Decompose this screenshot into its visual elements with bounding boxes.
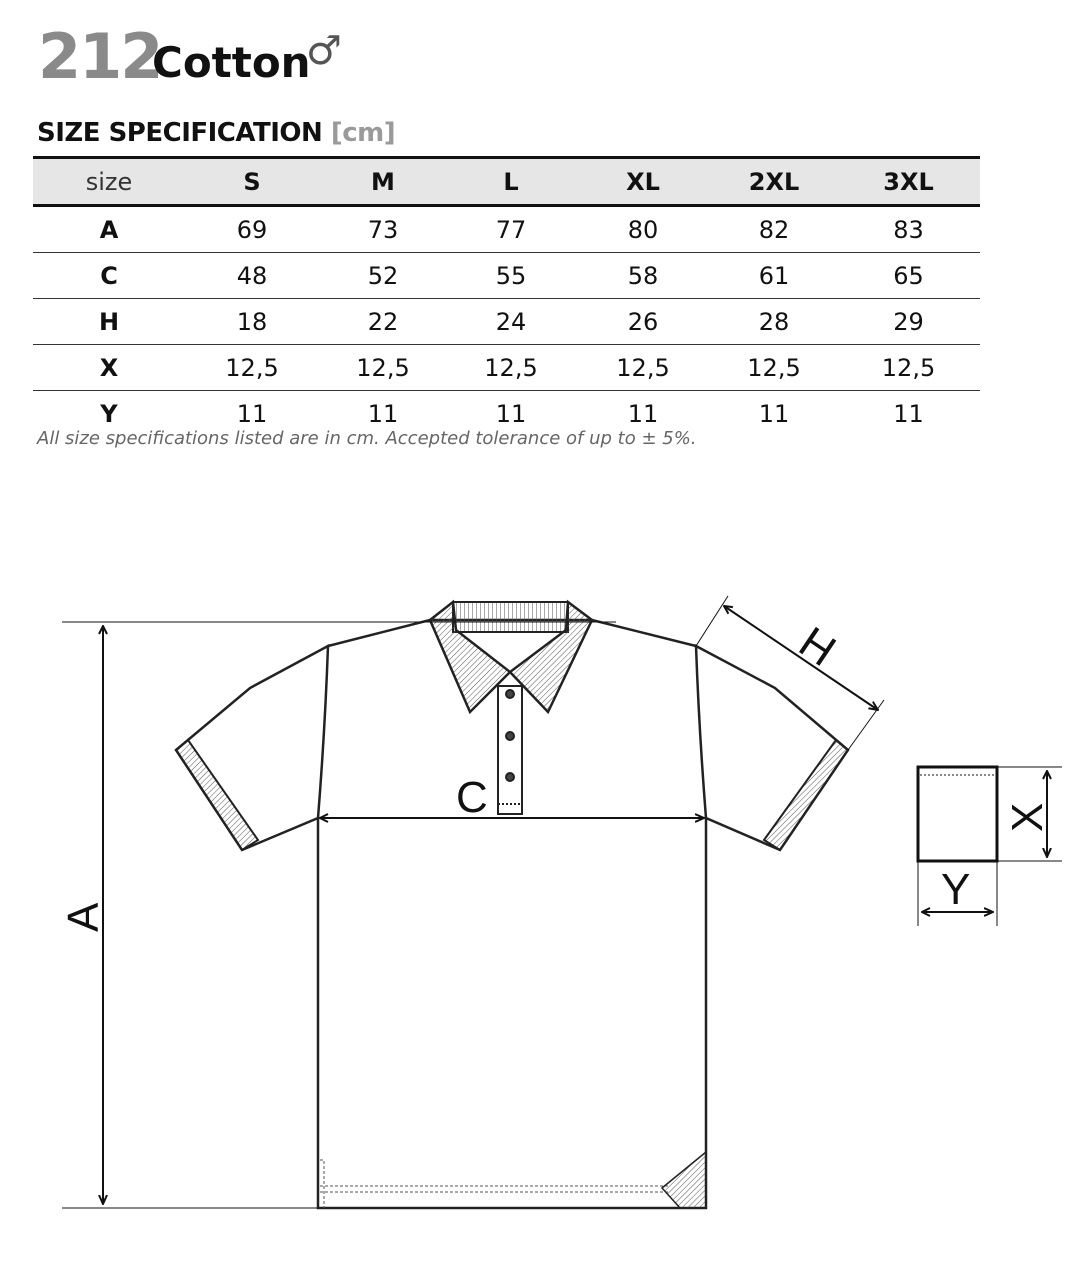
dimension-label-h: H — [790, 617, 845, 677]
table-cell: 12,5 — [837, 345, 980, 391]
header-size-s: S — [185, 158, 319, 206]
male-gender-icon: ♂ — [306, 28, 342, 74]
table-cell: 29 — [837, 299, 980, 345]
table-cell: 12,5 — [319, 345, 447, 391]
section-title-text: SIZE SPECIFICATION — [37, 118, 323, 148]
row-label: A — [33, 206, 185, 253]
model-number: 212 — [38, 20, 162, 93]
header-size-m: M — [319, 158, 447, 206]
dimension-label-x: X — [1003, 802, 1052, 832]
table-cell: 69 — [185, 206, 319, 253]
header-size-2xl: 2XL — [711, 158, 837, 206]
table-cell: 18 — [185, 299, 319, 345]
table-cell: 11 — [236, 399, 268, 428]
table-cell: 82 — [711, 206, 837, 253]
table-cell: 77 — [447, 206, 575, 253]
dimension-label-a: A — [59, 902, 108, 932]
header-size-label: size — [33, 158, 185, 206]
table-cell: 11 — [627, 399, 659, 428]
table-cell: 24 — [447, 299, 575, 345]
section-title-unit: [cm] — [330, 118, 396, 148]
header-size-3xl: 3XL — [837, 158, 980, 206]
header-size-xl: XL — [575, 158, 711, 206]
dimension-label-c: C — [456, 773, 488, 822]
table-cell: 12,5 — [575, 345, 711, 391]
label-detail — [918, 767, 1062, 926]
table-cell: 11 — [495, 399, 527, 428]
table-cell: 61 — [711, 253, 837, 299]
tolerance-note: All size specifications listed are in cm. Accepted tolerance of up to ± 5%. — [37, 428, 697, 449]
table-cell: 55 — [447, 253, 575, 299]
table-cell: 52 — [319, 253, 447, 299]
table-cell: 80 — [575, 206, 711, 253]
table-cell: 73 — [319, 206, 447, 253]
table-cell: 22 — [319, 299, 447, 345]
row-label: H — [33, 299, 185, 345]
left-sleeve — [176, 646, 328, 850]
placket — [498, 686, 522, 814]
header-size-l: L — [447, 158, 575, 206]
table-cell: 11 — [367, 399, 399, 428]
table-cell: 11 — [893, 399, 924, 428]
row-label: Y — [100, 399, 118, 428]
right-sleeve — [696, 646, 848, 850]
table-cell: 26 — [575, 299, 711, 345]
row-label: X — [33, 345, 185, 391]
dimension-label-y: Y — [941, 865, 971, 914]
table-cell: 83 — [837, 206, 980, 253]
table-cell: 65 — [837, 253, 980, 299]
table-cell: 58 — [575, 253, 711, 299]
table-cell: 11 — [758, 399, 790, 428]
table-cell: 12,5 — [711, 345, 837, 391]
row-label: C — [33, 253, 185, 299]
table-cell: 28 — [711, 299, 837, 345]
table-cell: 48 — [185, 253, 319, 299]
model-name: Cotton — [152, 38, 311, 87]
table-cell: 12,5 — [185, 345, 319, 391]
table-cell: 12,5 — [447, 345, 575, 391]
